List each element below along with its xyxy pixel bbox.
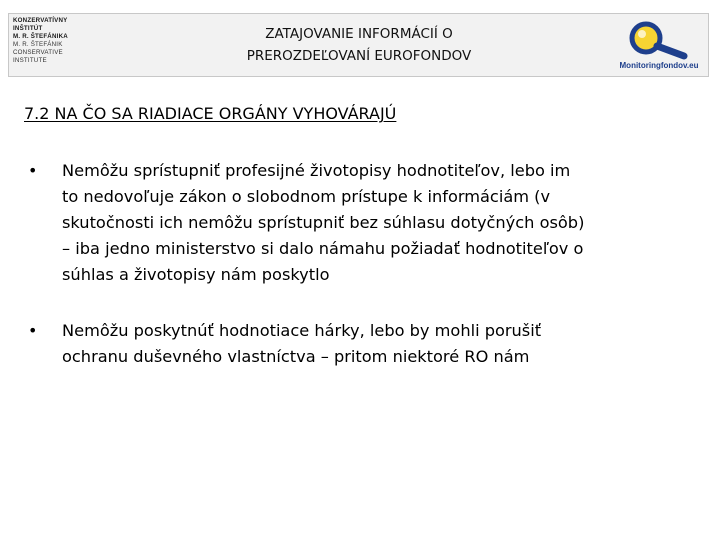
- bullet-line: Nemôžu sprístupniť profesijné životopisy hodnotiteľov, lebo im: [62, 161, 571, 180]
- bullet-marker: •: [28, 161, 38, 180]
- bullet-list: [28, 158, 698, 370]
- header-title: [189, 23, 529, 67]
- header-title-line: ZATAJOVANIE INFORMÁCIÍ O: [265, 26, 453, 42]
- logo-line: KONZERVATÍVNY: [13, 17, 68, 24]
- bullet-line: súhlas a životopisy nám poskytlo: [62, 265, 330, 284]
- bullet-line: to nedovoľuje zákon o slobodnom prístupe k informáciám (v: [62, 187, 551, 206]
- logo-line: M. R. ŠTEFÁNIK: [13, 41, 63, 48]
- conservative-institute-logo: [13, 17, 85, 74]
- bullet-line: – iba jedno ministerstvo si dalo námahu požiadať hodnotiteľov o: [62, 239, 584, 258]
- bullet-line: ochranu duševného vlastníctva – pritom niektoré RO nám: [62, 347, 530, 366]
- header-title-line: PREROZDEĽOVANÍ EUROFONDOV: [246, 48, 472, 64]
- section-title: 7.2 NA ČO SA RIADIACE ORGÁNY VYHOVÁRAJÚ: [24, 104, 397, 123]
- logo-line: INŠTITÚT: [13, 25, 43, 32]
- logo-line: CONSERVATIVE: [13, 49, 63, 56]
- list-item: [28, 158, 698, 288]
- magnifier-icon: [626, 20, 690, 60]
- bullet-line: skutočnosti ich nemôžu sprístupniť bez súhlasu dotyčných osôb): [62, 213, 585, 232]
- monitoringfondov-logo: [616, 20, 702, 72]
- slide-header: [8, 13, 709, 77]
- bullet-line: Nemôžu poskytnúť hodnotiace hárky, lebo by mohli porušiť: [62, 321, 542, 340]
- logo-brand-text: Monitoringfondov.eu: [619, 61, 699, 70]
- logo-line: M. R. ŠTEFÁNIKA: [13, 33, 68, 40]
- list-item: [28, 318, 698, 370]
- bullet-marker: •: [28, 321, 38, 340]
- logo-line: INSTITUTE: [13, 57, 47, 64]
